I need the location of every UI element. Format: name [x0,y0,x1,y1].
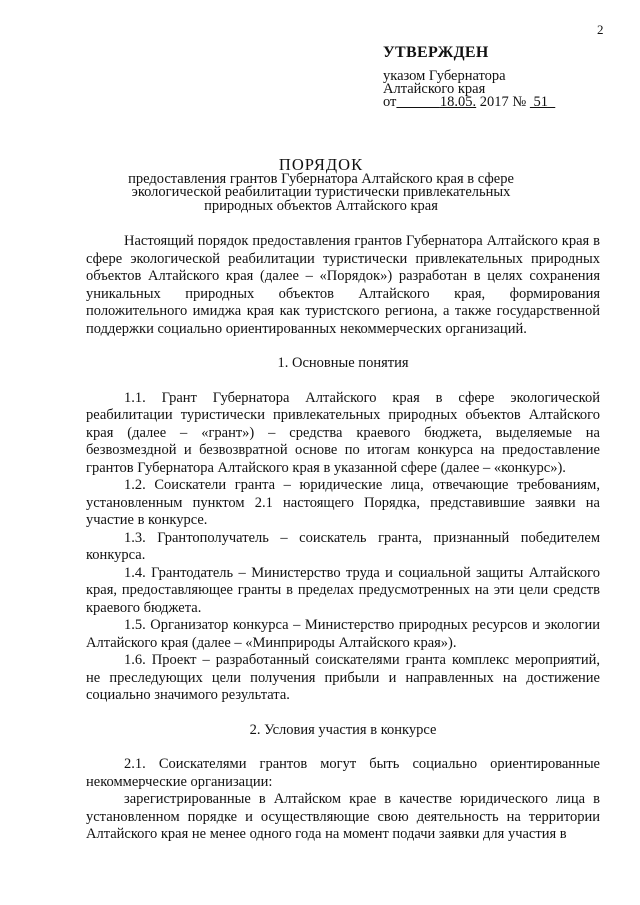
number-value-underline [530,94,555,110]
section-1-paragraph-6: 1.6. Проект – разработанный соискателями гранта комплекс мероприятий, не преследующих цели получения прибыли и направленных на достижение социально значимого результата. [86,652,600,703]
date-value: 18.05. [439,94,477,110]
section-1-paragraph-5: 1.5. Организатор конкурса – Министерство природных ресурсов и экологии Алтайского края (далее – «Минприроды Алтайского края»). [86,617,600,651]
intro-paragraph: Настоящий порядок предоставления грантов Губернатора Алтайского края в сфере экологической реабилитации туристически привлекательных природных объектов Алтайского края (далее – «Порядок») разработан в целях сохранения уникальных природных объектов Алтайского края, формирования положительного имиджа края как туристского региона, а также государственной поддержки социально ориентированных некоммерческих организаций. [86,233,600,337]
section-1-paragraph-1: 1.1. Грант Губернатора Алтайского края в сфере экологической реабилитации туристически привлекательных природных объектов Алтайского края (далее – «грант») – средства краевого бюджета, выделяемые на безвозмездной и безвозвратной основе по итогам конкурса на предоставление грантов Губернатора Алтайского края в указанной сфере (далее – «конкурс»). [86,389,600,476]
section-1-heading: 1. Основные понятия [277,355,409,371]
section-1-paragraph-4: 1.4. Грантодатель – Министерство труда и социальной защиты Алтайского края, предоставляющее гранты в пределах предусмотренных на эти цели средств краевого бюджета. [86,564,600,616]
approval-block [383,46,555,109]
page-number: 2 [597,22,604,37]
approval-date-line [383,96,555,109]
date-year: 2017 № [479,94,527,110]
document-title [86,155,556,214]
number-value: 51 [533,94,548,110]
section-2-paragraph-2: зарегистрированные в Алтайском крае в качестве юридического лица в установленном порядке и осуществляющие свою деятельность на территории Алтайского края не менее одного года на момент подачи заявки для участия в [86,791,600,842]
section-1-paragraph-3: 1.3. Грантополучатель – соискатель гранта, признанный победителем конкурса. [86,529,600,563]
approval-heading: УТВЕРЖДЕН [383,44,489,61]
approval-line-1: указом Губернатора [383,68,506,84]
title-main: ПОРЯДОК [278,155,364,174]
date-prefix: от [383,94,397,110]
title-line-1: предоставления грантов Губернатора Алтайского края в сфере [128,170,514,187]
section-2-heading: 2. Условия участия в конкурсе [249,721,437,738]
section-1-paragraph-2: 1.2. Соискатели гранта – юридические лица, отвечающие требованиям, установленным пунктом 2.1 настоящего Порядка, представившие заявки на участие в конкурсе. [86,477,600,528]
approval-line-2: Алтайского края [383,81,486,97]
section-2-paragraph-1: 2.1. Соискателями грантов могут быть социально ориентированные некоммерческие организации: [86,756,600,790]
document-body [86,233,600,844]
date-value-underline [396,94,476,110]
title-line-2: экологической реабилитации туристически привлекательных [131,184,511,200]
title-line-3: природных объектов Алтайского края [204,197,438,214]
